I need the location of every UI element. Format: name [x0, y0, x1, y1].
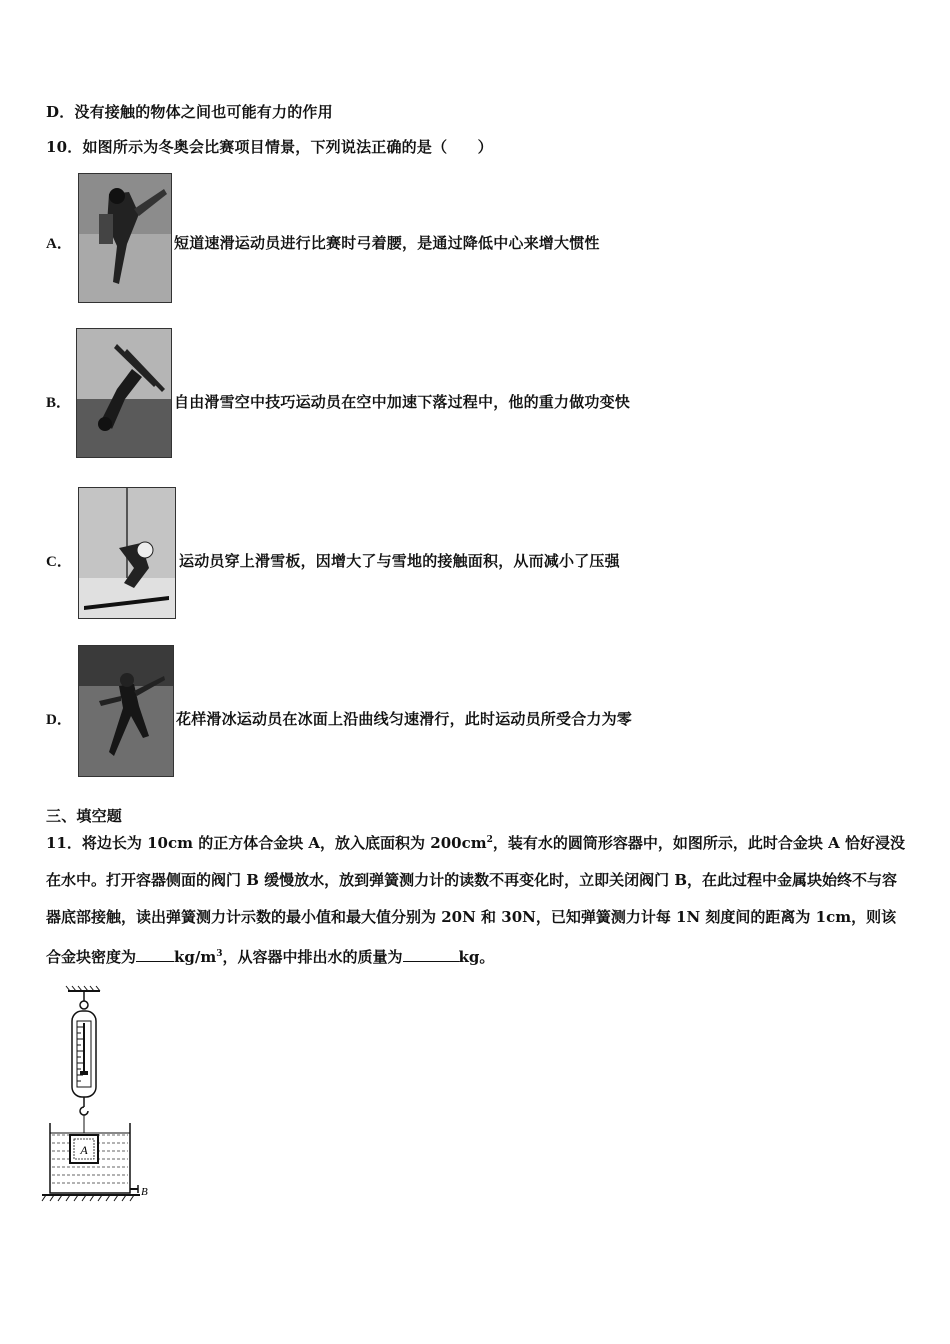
previous-option-d: D．没有接触的物体之间也可能有力的作用 — [46, 103, 333, 121]
question-11-part1: 11．将边长为 10cm 的正方体合金块 A，放入底面积为 200cm — [46, 834, 487, 852]
option-b-text: 自由滑雪空中技巧运动员在空中加速下落过程中，他的重力做功变快 — [174, 393, 631, 411]
option-a-photo — [78, 173, 172, 303]
option-d-photo — [78, 645, 174, 777]
answer-blank-density[interactable] — [136, 945, 174, 962]
question-11-part3: ，从容器中排出水的质量为 — [222, 948, 403, 966]
option-c-text: 运动员穿上滑雪板，因增大了与雪地的接触面积，从而减小了压强 — [179, 552, 620, 570]
question-10-stem: 10．如图所示为冬奥会比赛项目情景，下列说法正确的是（ ） — [46, 138, 493, 156]
question-11-sup-area: 2 — [486, 835, 493, 845]
question-11-unit-density: kg/m — [174, 948, 217, 966]
section-3-title: 三、填空题 — [46, 807, 123, 825]
option-a-letter: A． — [46, 236, 72, 252]
option-d-text: 花样滑冰运动员在冰面上沿曲线匀速滑行，此时运动员所受合力为零 — [176, 710, 633, 728]
question-11-unit-mass: kg。 — [458, 948, 495, 966]
block-a-label: A — [80, 1143, 88, 1157]
option-b-photo — [76, 328, 172, 458]
option-a-text: 短道速滑运动员进行比赛时弓着腰，是通过降低中心来增大惯性 — [174, 234, 600, 252]
valve-b-label: B — [141, 1186, 148, 1198]
option-d-letter: D． — [46, 712, 72, 728]
option-b-letter: B． — [46, 395, 72, 411]
option-c-photo — [78, 487, 176, 619]
question-11-part2: ，装有水的圆筒形容器中，如图所示，此时合金块 A 恰好浸没在水中。打开容器侧面的阀门 B 缓慢放水，放到弹簧测力计的读数不再变化时，立即关闭阀门 B，在此过程中金属块始终不与容器底部接触，读出弹簧测力计示数的最小值和最大值分别为 20N 和 30N，已知弹簧测力计每 1N 刻度间的距离为 1cm，则该合金块密度为 — [46, 834, 905, 966]
question-11-sup-volume: 3 — [216, 949, 223, 959]
question-11 — [46, 822, 906, 976]
answer-blank-mass[interactable] — [403, 945, 459, 962]
option-c-letter: C． — [46, 554, 72, 570]
spring-scale-diagram — [40, 985, 150, 1210]
